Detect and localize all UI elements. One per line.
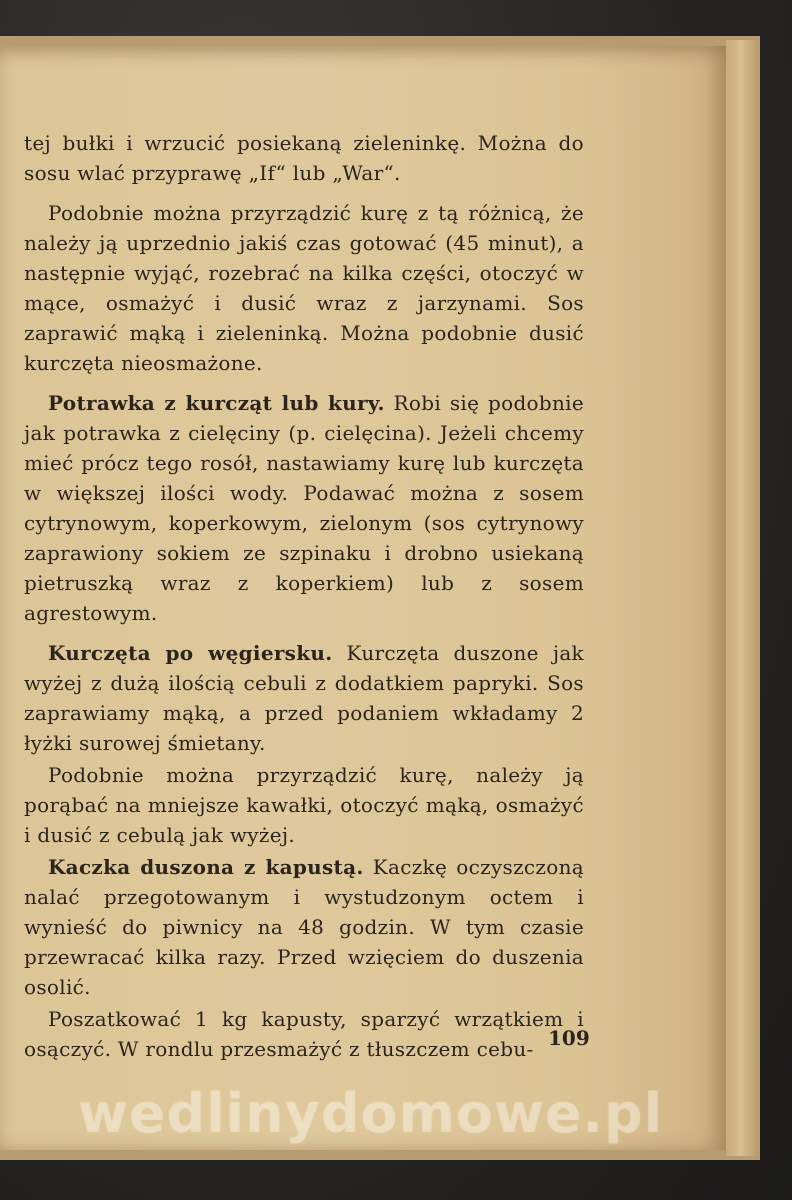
paragraph-kurczeta xyxy=(24,638,584,758)
paragraph-text: Podobnie można przyrządzić kurę, należy ją porąbać na mniejsze kawałki, otoczyć mąką, osmażyć i dusić z cebulą jak wyżej. xyxy=(24,763,584,847)
paragraph-potrawka xyxy=(24,388,584,628)
paragraph-text: Kurczęta duszone jak wyżej z dużą ilością cebuli z dodatkiem papryki. Sos zaprawiamy mąką, a przed podaniem wkładamy 2 łyżki surowej śmietany. xyxy=(24,641,584,755)
paragraph-text: Podobnie można przyrządzić kurę z tą różnicą, że należy ją uprzednio jakiś czas gotować (45 minut), a następnie wyjąć, rozebrać na kilka części, otoczyć w mące, osmażyć i dusić wraz z jarzynami. Sos zaprawić mąką i zieleninką. Można podobnie dusić kurczęta nieosmażone. xyxy=(24,201,584,375)
page-number: 109 xyxy=(548,1026,590,1050)
watermark: wedlinydomowe.pl xyxy=(78,1082,664,1145)
paragraph-1 xyxy=(24,128,584,188)
paragraph-7 xyxy=(24,1004,584,1064)
paragraph-text: Robi się podobnie jak potrawka z cielęciny (p. cielęcina). Jeżeli chcemy mieć prócz tego rosół, nastawiamy kurę lub kurczęta w większej ilości wody. Podawać można z sosem cytrynowym, koperkowym, zielonym (sos cytrynowy zaprawiony sokiem ze szpinaku i drobno usiekaną pietruszką wraz z koperkiem) lub z sosem agrestowym. xyxy=(24,391,585,625)
paragraph-5 xyxy=(24,760,584,850)
recipe-heading: Potrawka z kurcząt lub kury. xyxy=(48,391,385,415)
paragraph-2 xyxy=(24,198,584,378)
page-text xyxy=(24,128,584,1074)
paragraph-text: tej bułki i wrzucić posiekaną zieleninkę. Można do sosu wlać przyprawę „If“ lub „War“. xyxy=(24,131,584,185)
recipe-heading: Kurczęta po węgiersku. xyxy=(48,641,333,665)
page-edge xyxy=(726,40,756,1156)
recipe-heading: Kaczka duszona z kapustą. xyxy=(48,855,364,879)
paragraph-text: Poszatkować 1 kg kapusty, sparzyć wrzątkiem i osączyć. W rondlu przesmażyć z tłuszczem cebu- xyxy=(24,1007,584,1061)
paragraph-kaczka xyxy=(24,852,584,1002)
paragraph-text: Kaczkę oczyszczoną nalać przegotowanym i wystudzonym octem i wynieść do piwnicy na 48 godzin. W tym czasie przewracać kilka razy. Przed wzięciem do duszenia osolić. xyxy=(24,855,584,999)
